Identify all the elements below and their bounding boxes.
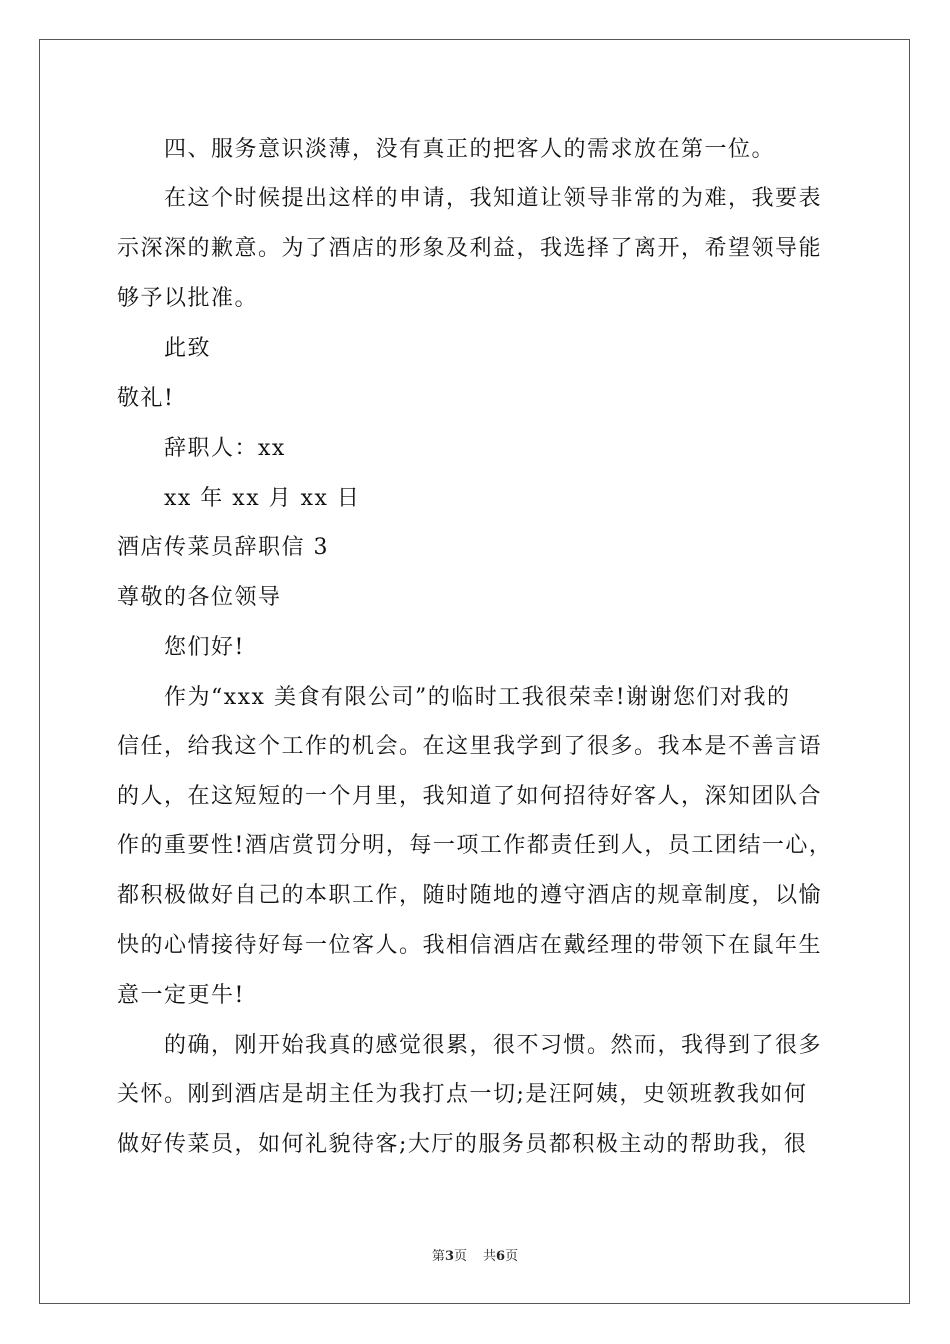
text-line: 的人，在这短短的一个月里，我知道了如何招待好客人，深知团队合 bbox=[117, 784, 823, 809]
text-line: 的确，刚开始我真的感觉很累，很不习惯。然而，我得到了很多 bbox=[164, 1033, 823, 1058]
text-line: xx 年 xx 月 xx 日 bbox=[164, 486, 361, 511]
text-line: 酒店传菜员辞职信 3 bbox=[117, 535, 329, 560]
text-line: 此致 bbox=[164, 336, 212, 361]
page-frame bbox=[39, 39, 910, 1304]
text-line: 敬礼! bbox=[117, 386, 175, 411]
text-line: 关怀。刚到酒店是胡主任为我打点一切;是汪阿姨，史领班教我如何 bbox=[117, 1082, 808, 1107]
text-line: 都积极做好自己的本职工作，随时随地的遵守酒店的规章制度，以愉 bbox=[117, 883, 823, 908]
total-prefix: 共 bbox=[483, 1249, 497, 1264]
page-current: 3 bbox=[444, 1249, 454, 1264]
text-line: 作为“xxx 美食有限公司”的临时工我很荣幸!谢谢您们对我的 bbox=[164, 685, 791, 710]
page-total: 6 bbox=[496, 1249, 506, 1264]
page-suffix: 页 bbox=[453, 1249, 467, 1264]
text-line: 在这个时候提出这样的申请，我知道让领导非常的为难，我要表 bbox=[164, 186, 823, 211]
text-line: 信任，给我这个工作的机会。在这里我学到了很多。我本是不善言语 bbox=[117, 734, 823, 759]
text-line: 辞职人：xx bbox=[164, 436, 286, 461]
text-line: 作的重要性!酒店赏罚分明，每一项工作都责任到人，员工团结一心， bbox=[117, 833, 833, 858]
total-suffix: 页 bbox=[505, 1249, 519, 1264]
text-line: 意一定更牛! bbox=[117, 983, 245, 1008]
text-line: 快的心情接待好每一位客人。我相信酒店在戴经理的带领下在鼠年生 bbox=[117, 933, 823, 958]
text-line: 做好传菜员，如何礼貌待客;大厅的服务员都积极主动的帮助我，很 bbox=[117, 1132, 808, 1157]
text-line: 四、服务意识淡薄，没有真正的把客人的需求放在第一位。 bbox=[164, 137, 776, 162]
text-line: 示深深的歉意。为了酒店的形象及利益，我选择了离开，希望领导能 bbox=[117, 236, 823, 261]
page-footer bbox=[0, 1248, 950, 1266]
text-line: 尊敬的各位领导 bbox=[117, 585, 282, 610]
text-line: 够予以批准。 bbox=[117, 286, 259, 311]
page-prefix: 第 bbox=[431, 1249, 445, 1264]
text-line: 您们好! bbox=[164, 635, 245, 660]
